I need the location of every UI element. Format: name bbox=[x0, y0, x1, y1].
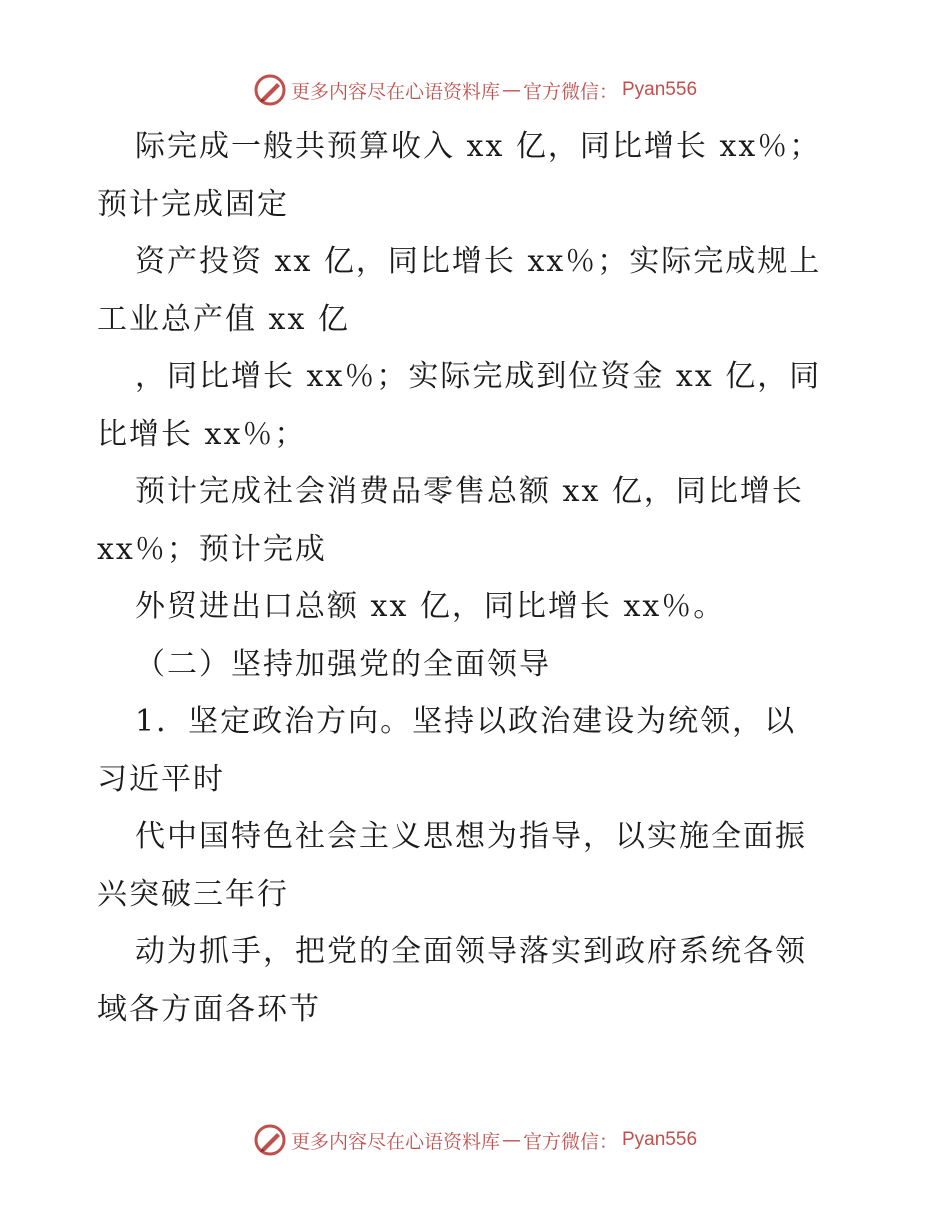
text-line: 代中国特色社会主义思想为指导，以实施全面振 bbox=[135, 819, 807, 854]
pen-logo-icon bbox=[253, 73, 287, 107]
watermark-wechat-label: 官方微信： bbox=[522, 1130, 618, 1153]
section-heading: （二）坚持加强党的全面领导 bbox=[135, 646, 551, 682]
watermark-header bbox=[0, 70, 950, 110]
text-line: ，同比增长 xx％；实际完成到位资金 xx 亿，同 bbox=[135, 359, 822, 394]
pen-logo-icon bbox=[253, 1123, 287, 1157]
text-line: 兴突破三年行 bbox=[97, 876, 289, 912]
text-line: 习近平时 bbox=[97, 761, 225, 797]
text-line: 际完成一般共预算收入 xx 亿，同比增长 xx％； bbox=[135, 129, 822, 164]
watermark-footer bbox=[0, 1120, 950, 1160]
text-line: 外贸进出口总额 xx 亿，同比增长 xx％。 bbox=[135, 589, 726, 624]
text-line: 域各方面各环节 bbox=[97, 991, 321, 1027]
watermark-dash: — bbox=[501, 79, 521, 101]
document-body bbox=[97, 118, 857, 1038]
text-line: 比增长 xx％； bbox=[97, 416, 307, 452]
text-line: 工业总产值 xx 亿 bbox=[97, 301, 350, 337]
text-line: 资产投资 xx 亿，同比增长 xx％；实际完成规上 bbox=[135, 244, 822, 279]
watermark-title: 更多内容尽在心语资料库 bbox=[290, 1130, 500, 1153]
text-line: 预计完成社会消费品零售总额 xx 亿，同比增长 bbox=[135, 474, 804, 509]
text-line: xx％；预计完成 bbox=[97, 531, 327, 567]
watermark-title: 更多内容尽在心语资料库 bbox=[290, 80, 500, 103]
text-line: 1．坚定政治方向。坚持以政治建设为统领，以 bbox=[135, 704, 797, 739]
text-line: 预计完成固定 bbox=[97, 186, 289, 222]
watermark-wechat-id: Pyan556 bbox=[622, 1129, 698, 1150]
watermark-wechat-label: 官方微信： bbox=[522, 80, 618, 103]
watermark-dash: — bbox=[501, 1129, 521, 1151]
text-line: 动为抓手，把党的全面领导落实到政府系统各领 bbox=[135, 934, 807, 969]
watermark-wechat-id: Pyan556 bbox=[622, 79, 698, 100]
